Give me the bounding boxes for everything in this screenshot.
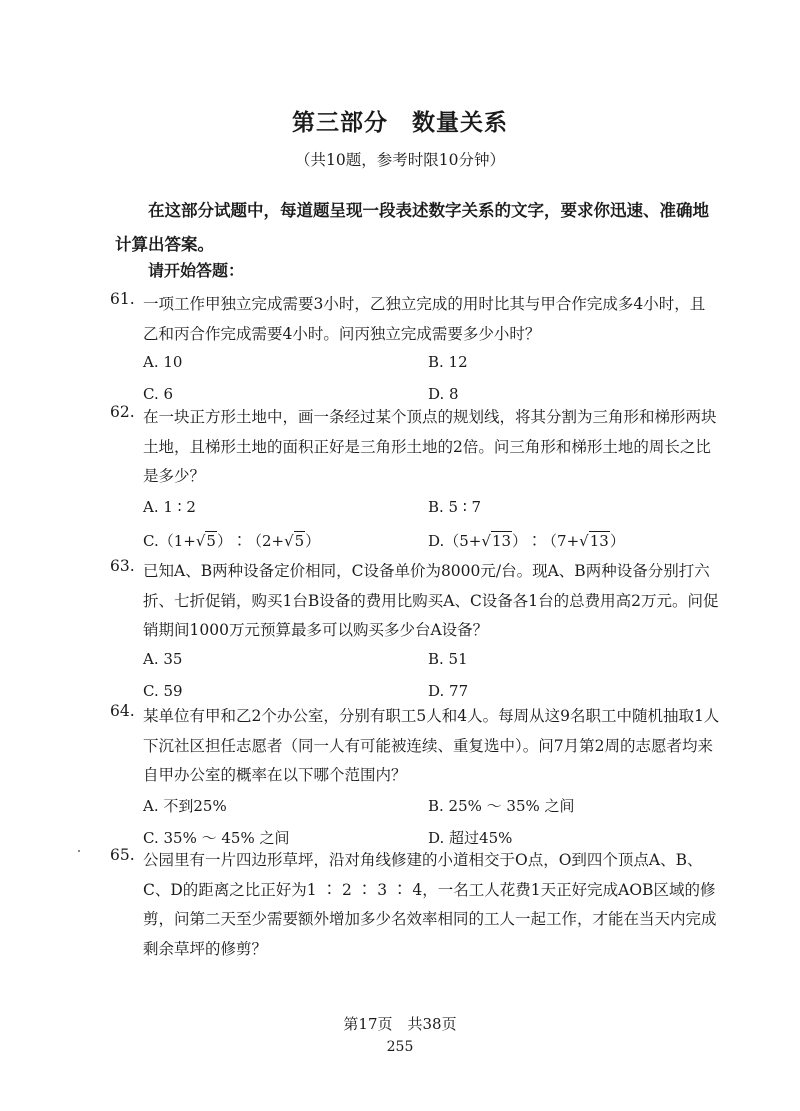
option-c: C. 6 <box>143 385 174 403</box>
option-c: C.（1+√5）∶（2+√5） <box>143 531 321 550</box>
question-stem: 某单位有甲和乙2个办公室，分别有职工5人和4人。每周从这9名职工中随机抽取1人下沉社区担任志愿者（同一人有可能被连续、重复选中）。问7月第2周的志愿者均来自甲办公室的概率在以下哪个范围内？ <box>143 707 720 784</box>
option-b: B. 25% ～ 35% 之间 <box>428 796 575 815</box>
option-b: B. 51 <box>428 649 468 668</box>
question-number: 61. <box>110 290 135 308</box>
question-65 <box>110 846 720 964</box>
option-c: C. 35% ～ 45% 之间 <box>143 828 290 847</box>
option-b: B. 12 <box>428 353 468 371</box>
page-number: 255 <box>386 1039 414 1055</box>
section-title: 第三部分 数量关系 <box>292 110 508 136</box>
question-64 <box>110 702 720 847</box>
question-stem: 已知A、B两种设备定价相同，C设备单价为8000元/台。现A、B两种设备分别打六折、七折促销，购买1台B设备的费用比购买A、C设备各1台的总费用高2万元。问促销期间1000万元预算最多可以购买多少台A设备？ <box>143 562 719 639</box>
option-a: A. 10 <box>143 353 183 371</box>
page-info: 第17页 共38页 <box>343 1015 457 1033</box>
option-d: D.（5+√13）∶（7+√13） <box>428 531 625 550</box>
instructions: 在这部分试题中，每道题呈现一段表述数字关系的文字，要求你迅速、准确地计算出答案。 <box>115 201 709 254</box>
question-stem: 一项工作甲独立完成需要3小时，乙独立完成的用时比其与甲合作完成多4小时，且乙和丙合作完成需要4小时。问丙独立完成需要多少小时？ <box>143 295 706 343</box>
option-a: A. 1 ∶ 2 <box>143 497 196 516</box>
option-c: C. 59 <box>143 681 183 700</box>
question-number: 62. <box>110 403 135 421</box>
question-63 <box>110 557 720 700</box>
option-d: D. 超过45% <box>428 828 513 847</box>
scan-speck <box>78 850 80 852</box>
question-number: 64. <box>110 702 135 720</box>
option-d: D. 77 <box>428 681 469 700</box>
question-62 <box>110 403 720 550</box>
option-b: B. 5 ∶ 7 <box>428 497 482 516</box>
option-a: A. 35 <box>143 649 183 668</box>
option-a: A. 不到25% <box>143 796 227 815</box>
question-stem: 公园里有一片四边形草坪，沿对角线修建的小道相交于O点，O到四个顶点A、B、C、D的距离之比正好为1 ∶ 2 ∶ 3 ∶ 4，一名工人花费1天正好完成AOB区域的修剪，问第二天至少需要额外增加多少名效率相同的工人一起工作，才能在当天内完成剩余草坪的修剪？ <box>143 851 717 958</box>
question-number: 65. <box>110 846 135 864</box>
section-subtitle: （共10题，参考时限10分钟） <box>295 151 505 169</box>
option-d: D. 8 <box>428 385 459 403</box>
question-stem: 在一块正方形土地中，画一条经过某个顶点的规划线，将其分割为三角形和梯形两块土地，且梯形土地的面积正好是三角形土地的2倍。问三角形和梯形土地的周长之比是多少？ <box>143 408 717 485</box>
question-61 <box>110 290 720 403</box>
question-number: 63. <box>110 557 135 575</box>
start-prompt: 请开始答题： <box>148 261 245 280</box>
